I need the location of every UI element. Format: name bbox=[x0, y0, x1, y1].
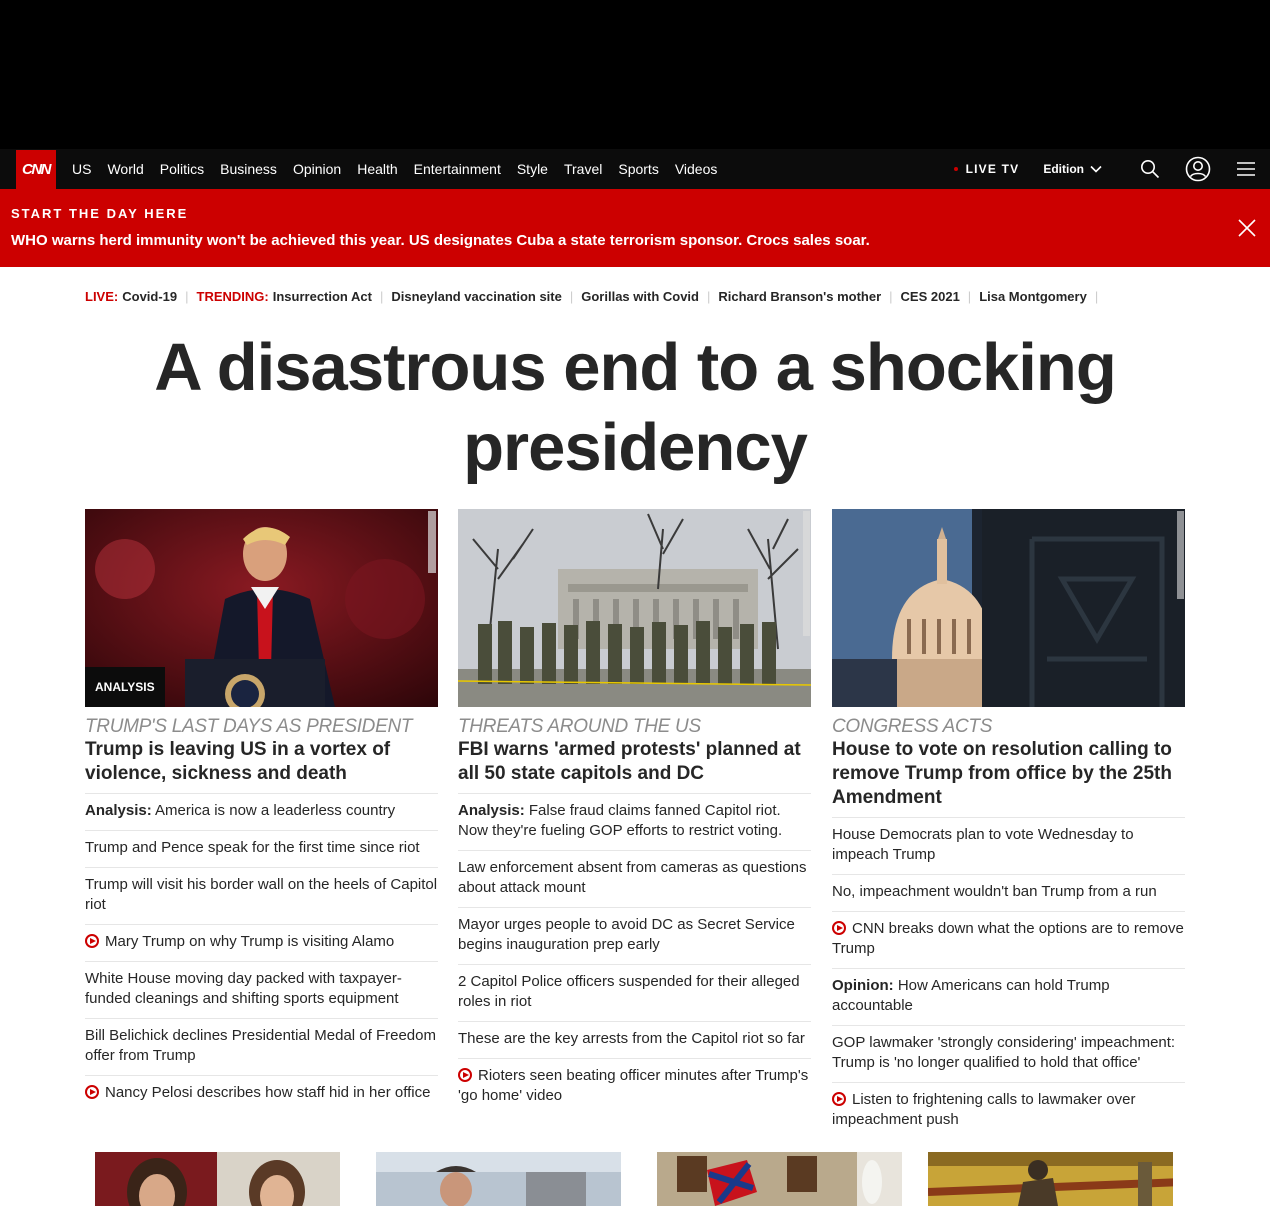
item-text: 2 Capitol Police officers suspended for their alleged roles in riot bbox=[458, 973, 800, 1010]
story-kicker[interactable]: TRUMP'S LAST DAYS AS PRESIDENT bbox=[85, 716, 413, 737]
item-prefix: Analysis: bbox=[458, 802, 525, 819]
trending-bar bbox=[85, 289, 1106, 304]
list-item[interactable] bbox=[832, 817, 1185, 874]
nav-link-health[interactable]: Health bbox=[357, 161, 398, 177]
live-topic-link[interactable]: Covid-19 bbox=[122, 289, 178, 304]
item-text: No, impeachment wouldn't ban Trump from a run bbox=[832, 883, 1157, 900]
live-tv-label: LIVE TV bbox=[965, 162, 1020, 176]
search-icon bbox=[1140, 159, 1160, 179]
main-headline[interactable] bbox=[0, 328, 1270, 488]
item-text: Mary Trump on why Trump is visiting Alamo bbox=[105, 933, 395, 950]
trending-link[interactable]: Richard Branson's mother bbox=[718, 289, 882, 304]
list-item[interactable] bbox=[832, 1025, 1185, 1082]
item-text: Trump will visit his border wall on the heels of Capitol riot bbox=[85, 876, 438, 913]
nav-link-politics[interactable]: Politics bbox=[159, 161, 205, 177]
top-nav bbox=[0, 149, 1270, 189]
item-text: GOP lawmaker 'strongly considering' impeachment: Trump is 'no longer qualified to hold that office' bbox=[832, 1034, 1176, 1071]
edition-label: Edition bbox=[1043, 162, 1084, 176]
item-text: Rioters seen beating officer minutes after Trump's 'go home' video bbox=[458, 1067, 809, 1104]
item-text: False fraud claims fanned Capitol riot. Now they're fueling GOP efforts to restrict voting. bbox=[458, 802, 783, 839]
list-item[interactable] bbox=[85, 1075, 438, 1112]
story-thumbnail[interactable] bbox=[376, 1152, 621, 1206]
list-item[interactable] bbox=[458, 1021, 811, 1058]
video-play-icon bbox=[832, 1092, 846, 1106]
list-item[interactable] bbox=[832, 874, 1185, 911]
nav-link-us[interactable]: US bbox=[72, 161, 92, 177]
story-list bbox=[458, 793, 811, 1115]
video-play-icon bbox=[458, 1068, 472, 1082]
list-item[interactable] bbox=[458, 850, 811, 907]
list-item[interactable] bbox=[832, 1082, 1185, 1139]
item-text: Listen to frightening calls to lawmaker over impeachment push bbox=[832, 1091, 1136, 1128]
item-text: America is now a leaderless country bbox=[155, 802, 396, 819]
list-item[interactable] bbox=[85, 961, 438, 1018]
story-column bbox=[85, 509, 438, 1112]
edition-picker[interactable] bbox=[1043, 162, 1102, 176]
list-item[interactable] bbox=[458, 793, 811, 850]
divider: | bbox=[967, 289, 972, 304]
story-image[interactable] bbox=[458, 509, 811, 707]
video-play-icon bbox=[85, 934, 99, 948]
item-text: Nancy Pelosi describes how staff hid in her office bbox=[105, 1084, 431, 1101]
story-column bbox=[832, 509, 1185, 1139]
divider: | bbox=[1094, 289, 1099, 304]
item-prefix: Opinion: bbox=[832, 977, 894, 994]
headline-line-2[interactable]: presidency bbox=[463, 410, 807, 485]
divider: | bbox=[707, 289, 711, 304]
item-text: These are the key arrests from the Capitol riot so far bbox=[458, 1030, 805, 1047]
capitol-interior-statue-photo bbox=[928, 1152, 1173, 1206]
item-prefix: Analysis: bbox=[85, 802, 152, 819]
story-thumbnail[interactable] bbox=[95, 1152, 340, 1206]
story-list bbox=[85, 793, 438, 1112]
scrollbar[interactable] bbox=[1270, 0, 1280, 1206]
account-button[interactable] bbox=[1174, 149, 1222, 189]
list-item[interactable] bbox=[85, 1018, 438, 1075]
item-text: How Americans can hold Trump accountable bbox=[832, 977, 1110, 1014]
confederate-flag-capitol-photo bbox=[657, 1152, 902, 1206]
nav-link-entertainment[interactable]: Entertainment bbox=[413, 161, 501, 177]
list-item[interactable] bbox=[832, 968, 1185, 1025]
list-item[interactable] bbox=[85, 793, 438, 830]
nav-link-videos[interactable]: Videos bbox=[674, 161, 718, 177]
menu-button[interactable] bbox=[1222, 149, 1270, 189]
story-kicker[interactable]: THREATS AROUND THE US bbox=[458, 716, 701, 737]
story-thumbnail[interactable] bbox=[657, 1152, 902, 1206]
divider: | bbox=[379, 289, 384, 304]
start-the-day-banner[interactable] bbox=[0, 189, 1270, 267]
banner-text[interactable]: WHO warns herd immunity won't be achieved this year. US designates Cuba a state terrorism sponsor. Crocs sales soar. bbox=[11, 232, 870, 249]
story-title[interactable]: House to vote on resolution calling to remove Trump from office by the 25th Amendment bbox=[832, 739, 1172, 808]
divider: | bbox=[889, 289, 893, 304]
close-icon[interactable] bbox=[1238, 219, 1256, 237]
national-guard-capitol-photo bbox=[458, 509, 811, 707]
item-text: White House moving day packed with taxpayer-funded cleanings and shifting sports equipment bbox=[85, 970, 402, 1007]
live-tv-link[interactable] bbox=[954, 162, 1020, 176]
nav-right bbox=[954, 149, 1270, 189]
cnn-logo[interactable]: CNN bbox=[16, 150, 56, 189]
list-item[interactable] bbox=[832, 911, 1185, 968]
trending-link[interactable]: Insurrection Act bbox=[272, 289, 372, 304]
nav-link-travel[interactable]: Travel bbox=[563, 161, 603, 177]
divider: | bbox=[569, 289, 574, 304]
trending-link[interactable]: Disneyland vaccination site bbox=[391, 289, 562, 304]
capitol-dome-photo bbox=[832, 509, 1185, 707]
video-play-icon bbox=[85, 1085, 99, 1099]
story-title[interactable]: Trump is leaving US in a vortex of violence, sickness and death bbox=[85, 739, 391, 784]
item-text: Law enforcement absent from cameras as questions about attack mount bbox=[458, 859, 807, 896]
item-text: Bill Belichick declines Presidential Medal of Freedom offer from Trump bbox=[85, 1027, 436, 1064]
story-kicker[interactable]: CONGRESS ACTS bbox=[832, 716, 993, 737]
list-item[interactable] bbox=[458, 964, 811, 1021]
list-item[interactable] bbox=[85, 924, 438, 961]
nav-link-business[interactable]: Business bbox=[220, 161, 277, 177]
live-dot-icon bbox=[954, 167, 958, 171]
list-item[interactable] bbox=[85, 830, 438, 867]
live-label: LIVE: bbox=[85, 289, 119, 304]
chevron-down-icon bbox=[1090, 165, 1102, 173]
trending-link[interactable]: CES 2021 bbox=[900, 289, 960, 304]
nav-link-sports[interactable]: Sports bbox=[618, 161, 659, 177]
trending-label: TRENDING: bbox=[196, 289, 269, 304]
trending-link[interactable]: Gorillas with Covid bbox=[581, 289, 699, 304]
story-title[interactable]: FBI warns 'armed protests' planned at all 50 state capitols and DC bbox=[458, 739, 801, 784]
divider: | bbox=[185, 289, 189, 304]
banner-kicker: START THE DAY HERE bbox=[11, 206, 189, 221]
nav-link-opinion[interactable]: Opinion bbox=[292, 161, 342, 177]
headline-line-1[interactable]: A disastrous end to a shocking bbox=[154, 330, 1116, 405]
story-thumbnail[interactable] bbox=[928, 1152, 1173, 1206]
thumbnail-row bbox=[0, 1152, 1270, 1206]
user-icon bbox=[1185, 156, 1211, 182]
nav-link-world[interactable]: World bbox=[107, 161, 144, 177]
trending-link[interactable]: Lisa Montgomery bbox=[979, 289, 1087, 304]
hamburger-menu-icon bbox=[1236, 161, 1256, 177]
item-text: House Democrats plan to vote Wednesday to impeach Trump bbox=[832, 826, 1134, 863]
video-play-icon bbox=[832, 921, 846, 935]
list-item[interactable] bbox=[458, 1058, 811, 1115]
story-column bbox=[458, 509, 811, 1115]
item-text: Mayor urges people to avoid DC as Secret Service begins inauguration prep early bbox=[458, 916, 795, 953]
story-image[interactable] bbox=[832, 509, 1185, 707]
analysis-tag: ANALYSIS bbox=[85, 667, 165, 707]
man-in-cap-photo bbox=[376, 1152, 621, 1206]
item-text: CNN breaks down what the options are to remove Trump bbox=[832, 920, 1184, 957]
item-text: Trump and Pence speak for the first time since riot bbox=[85, 839, 420, 856]
story-image[interactable] bbox=[85, 509, 438, 707]
nav-links bbox=[64, 161, 725, 177]
search-button[interactable] bbox=[1126, 149, 1174, 189]
story-list bbox=[832, 817, 1185, 1139]
two-women-photo bbox=[95, 1152, 340, 1206]
ad-space bbox=[0, 0, 1270, 149]
list-item[interactable] bbox=[85, 867, 438, 924]
list-item[interactable] bbox=[458, 907, 811, 964]
nav-link-style[interactable]: Style bbox=[516, 161, 548, 177]
